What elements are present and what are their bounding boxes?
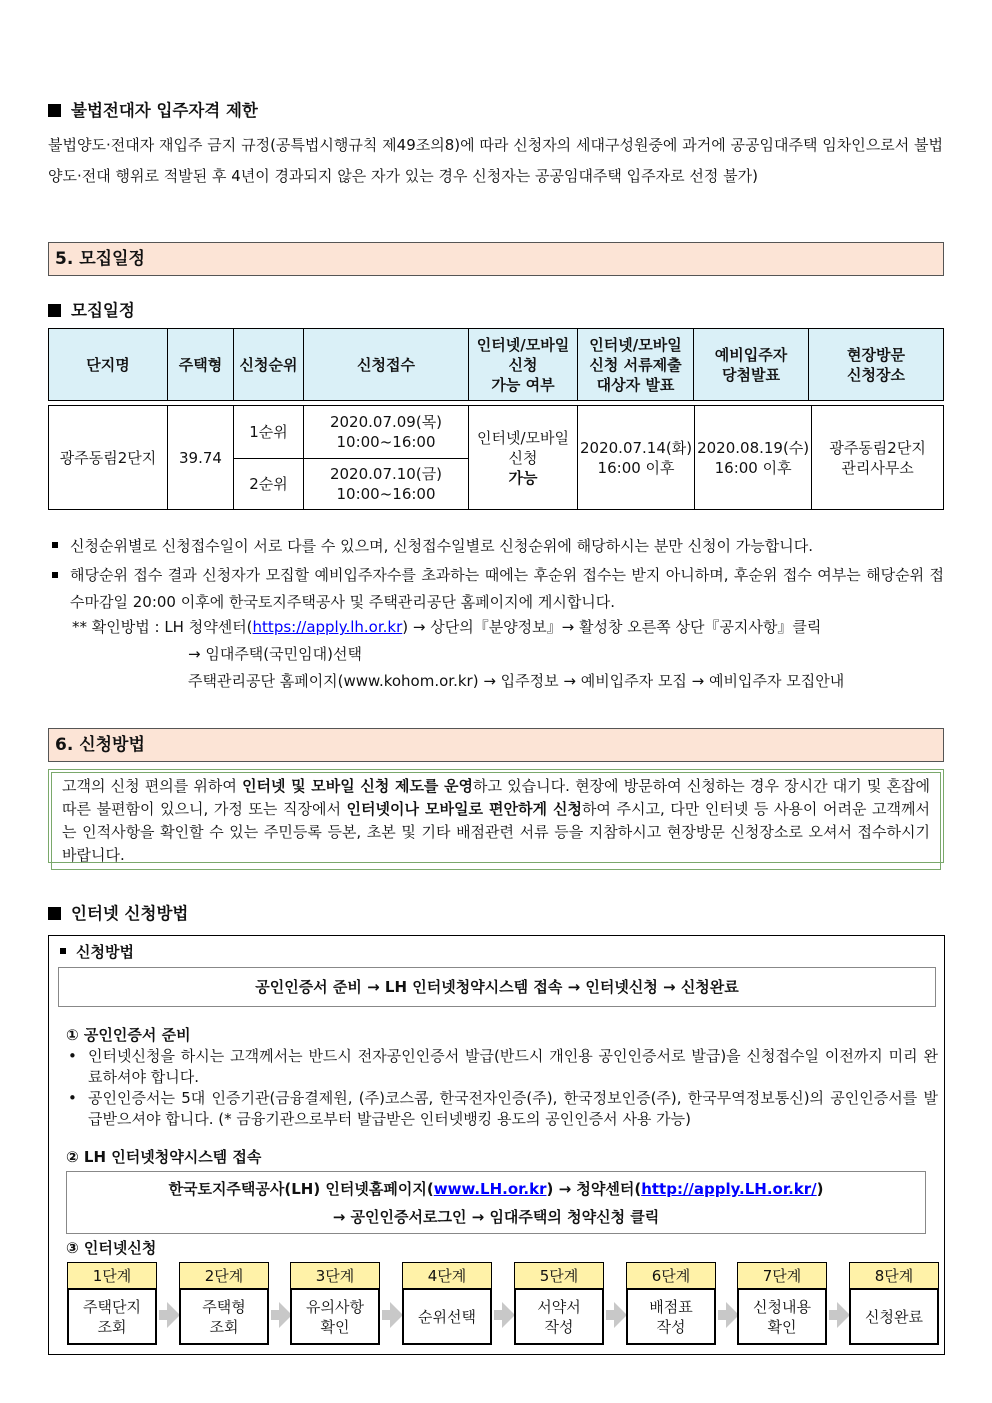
doc-announce-date: 2020.07.14(화) 16:00 이후 — [578, 406, 695, 510]
header-cell: 예비입주자 당첨발표 — [694, 329, 809, 401]
step-3 — [290, 1262, 380, 1345]
header-cell: 단지명 — [49, 329, 168, 401]
header-cell: 인터넷/모바일 신청 가능 여부 — [469, 329, 578, 401]
step-1 — [67, 1262, 157, 1345]
step1-item — [68, 1046, 938, 1088]
rank-2: 2순위 — [234, 459, 304, 510]
step-5 — [514, 1262, 604, 1345]
step-2 — [179, 1262, 269, 1345]
step-label: 2단계 — [179, 1262, 269, 1288]
intro-part: 하고 있습니다. 현장에 방문하여 신청하는 경우 장시간 대기 및 혼잡에 따른 불편함이 있으니, 가정 또는 직장에서 — [62, 777, 931, 818]
dot-bullet-icon: • — [68, 1047, 77, 1065]
header-cell: 신청순위 — [234, 329, 304, 401]
step-text: 서약서 작성 — [514, 1288, 604, 1345]
header-cell: 주택형 — [168, 329, 234, 401]
small-square-bullet-icon — [60, 948, 66, 954]
section-5-title: 5. 모집일정 — [48, 242, 944, 276]
step-text: 배점표 작성 — [626, 1288, 716, 1345]
step2-box — [66, 1171, 926, 1234]
intro-part: 하여 주시고, 다만 인터넷 등 사용이 어려운 고객께서는 인적사항을 확인할 수 있는 주민등록 등본, 초본 및 기타 배점관련 서류 등을 지참하시고 현장방문 신청장소로 오셔서 접수하시기 바랍니다. — [62, 800, 930, 864]
online-line-3: 가능 — [508, 468, 538, 487]
check-line-3: 주택관리공단 홈페이지(www.kohom.or.kr) → 입주정보 → 예비입주자 모집 → 예비입주자 모집안내 — [188, 672, 845, 690]
check-prefix: ** 확인방법 : LH 청약센터( — [72, 618, 253, 636]
method-flow: 공인인증서 준비 → LH 인터넷청약시스템 접속 → 인터넷신청 → 신청완료 — [58, 967, 936, 1007]
rank-1-date: 2020.07.09(목) 10:00~16:00 — [304, 406, 469, 459]
step-text: 주택단지 조회 — [67, 1288, 157, 1345]
schedule-heading — [48, 297, 135, 321]
restriction-body: 불법양도·전대자 재입주 금지 규정(공특법시행규칙 제49조의8)에 따라 신청자의 세대구성원중에 과거에 공공임대주택 임차인으로서 불법양도·전대 행위로 적발된 후 4년이 경과되지 않은 자가 있는 경우 신청자는 공공임대주택 입주자로 선정 불가) — [48, 136, 943, 185]
note-1 — [52, 533, 944, 560]
internet-heading — [48, 900, 188, 924]
method-label — [60, 941, 134, 962]
step-8 — [849, 1262, 939, 1345]
step-label: 5단계 — [514, 1262, 604, 1288]
step-text: 신청내용 확인 — [737, 1288, 827, 1345]
restriction-heading — [48, 97, 258, 121]
square-bullet-icon — [48, 304, 61, 317]
restriction-title: 불법전대자 입주자격 제한 — [71, 101, 258, 120]
online-line-2: 신청 — [508, 448, 538, 467]
method-label-text: 신청방법 — [76, 943, 134, 961]
step-label: 6단계 — [626, 1262, 716, 1288]
step1-item-text: 공인인증서는 5대 인증기관(금융결제원, (주)코스콤, 한국전자인증(주), 한국정보인증(주), 한국무역정보통신)의 공인인증서를 발급받으셔야 합니다. (* 금융기관으로부터 발급받은 인터넷뱅킹 용도의 공인인증서 사용 가능) — [88, 1089, 938, 1128]
dot-bullet-icon: • — [68, 1089, 77, 1107]
step2-text: ) — [816, 1180, 824, 1198]
note-1-text: 신청순위별로 신청접수일이 서로 다를 수 있으며, 신청접수일별로 신청순위에 해당하시는 분만 신청이 가능합니다. — [70, 537, 814, 555]
step-label: 4단계 — [402, 1262, 492, 1288]
check-line-2: → 임대주택(국민임대)선택 — [188, 645, 362, 663]
note-2-text: 해당순위 접수 결과 신청자가 모집할 예비입주자수를 초과하는 때에는 후순위 접수는 받지 아니하며, 후순위 접수 여부는 해당순위 접수마감일 20:00 이후에 한국토지주택공사 및 주택관리공단 홈페이지에 게시합니다. — [70, 566, 944, 611]
schedule-table-body — [48, 405, 944, 510]
step2-text: ) → 청약센터( — [546, 1180, 642, 1198]
intro-bold-2: 인터넷이나 모바일로 편안하게 신청 — [346, 800, 582, 818]
complex-name: 광주동림2단지 — [49, 406, 168, 510]
step2-line-2: → 공인인증서로그인 → 임대주택의 청약신청 클릭 — [332, 1208, 660, 1226]
step-label: 7단계 — [737, 1262, 827, 1288]
schedule-table-header — [48, 328, 944, 401]
step-4 — [402, 1262, 492, 1345]
winner-announce-date: 2020.08.19(수) 16:00 이후 — [695, 406, 812, 510]
step-text: 신청완료 — [849, 1288, 939, 1345]
rank-2-date: 2020.07.10(금) 10:00~16:00 — [304, 459, 469, 510]
online-availability — [469, 406, 578, 510]
intro-box — [48, 769, 944, 863]
step-text: 유의사항 확인 — [290, 1288, 380, 1345]
step2-title: ② LH 인터넷청약시스템 접속 — [66, 1148, 262, 1166]
step-label: 8단계 — [849, 1262, 939, 1288]
header-cell: 신청접수 — [304, 329, 469, 401]
section-6-title: 6. 신청방법 — [48, 728, 944, 762]
visit-place: 광주동림2단지 관리사무소 — [812, 406, 944, 510]
step-7 — [737, 1262, 827, 1345]
rank-1: 1순위 — [234, 406, 304, 459]
housing-type: 39.74 — [168, 406, 234, 510]
check-suffix: ) → 상단의『분양정보』→ 활성창 오른쪽 상단『공지사항』클릭 — [402, 618, 822, 636]
small-square-bullet-icon — [52, 542, 58, 548]
internet-title: 인터넷 신청방법 — [71, 904, 189, 923]
check-method — [72, 614, 944, 641]
step-text: 주택형 조회 — [179, 1288, 269, 1345]
header-cell: 인터넷/모바일 신청 서류제출 대상자 발표 — [578, 329, 694, 401]
intro-text — [51, 772, 941, 870]
step3-title: ③ 인터넷신청 — [66, 1239, 157, 1257]
apply-center-link[interactable]: http://apply.LH.or.kr/ — [641, 1180, 817, 1198]
intro-part: 고객의 신청 편의를 위하여 — [62, 777, 243, 795]
step-label: 3단계 — [290, 1262, 380, 1288]
apply-lh-link[interactable]: https://apply.lh.or.kr — [252, 618, 403, 636]
square-bullet-icon — [48, 907, 61, 920]
square-bullet-icon — [48, 104, 61, 117]
step1-title: ① 공인인증서 준비 — [66, 1026, 191, 1044]
online-line-1: 인터넷/모바일 — [477, 428, 569, 447]
step2-line-1 — [67, 1175, 925, 1203]
small-square-bullet-icon — [52, 572, 58, 578]
step-label: 1단계 — [67, 1262, 157, 1288]
step1-item-text: 인터넷신청을 하시는 고객께서는 반드시 전자공인인증서 발급(반드시 개인용 공인인증서로 발급)을 신청접수일 이전까지 미리 완료하셔야 합니다. — [88, 1047, 938, 1086]
header-cell: 현장방문 신청장소 — [809, 329, 944, 401]
step1-item — [68, 1088, 938, 1130]
intro-bold-1: 인터넷 및 모바일 신청 제도를 운영 — [242, 777, 474, 795]
step1-list — [68, 1046, 938, 1130]
schedule-subtitle: 모집일정 — [71, 301, 135, 320]
note-2 — [52, 562, 944, 616]
lh-home-link[interactable]: www.LH.or.kr — [433, 1180, 547, 1198]
step2-text: 한국토지주택공사(LH) 인터넷홈페이지( — [168, 1180, 434, 1198]
step-6 — [626, 1262, 716, 1345]
step-text: 순위선택 — [402, 1288, 492, 1345]
